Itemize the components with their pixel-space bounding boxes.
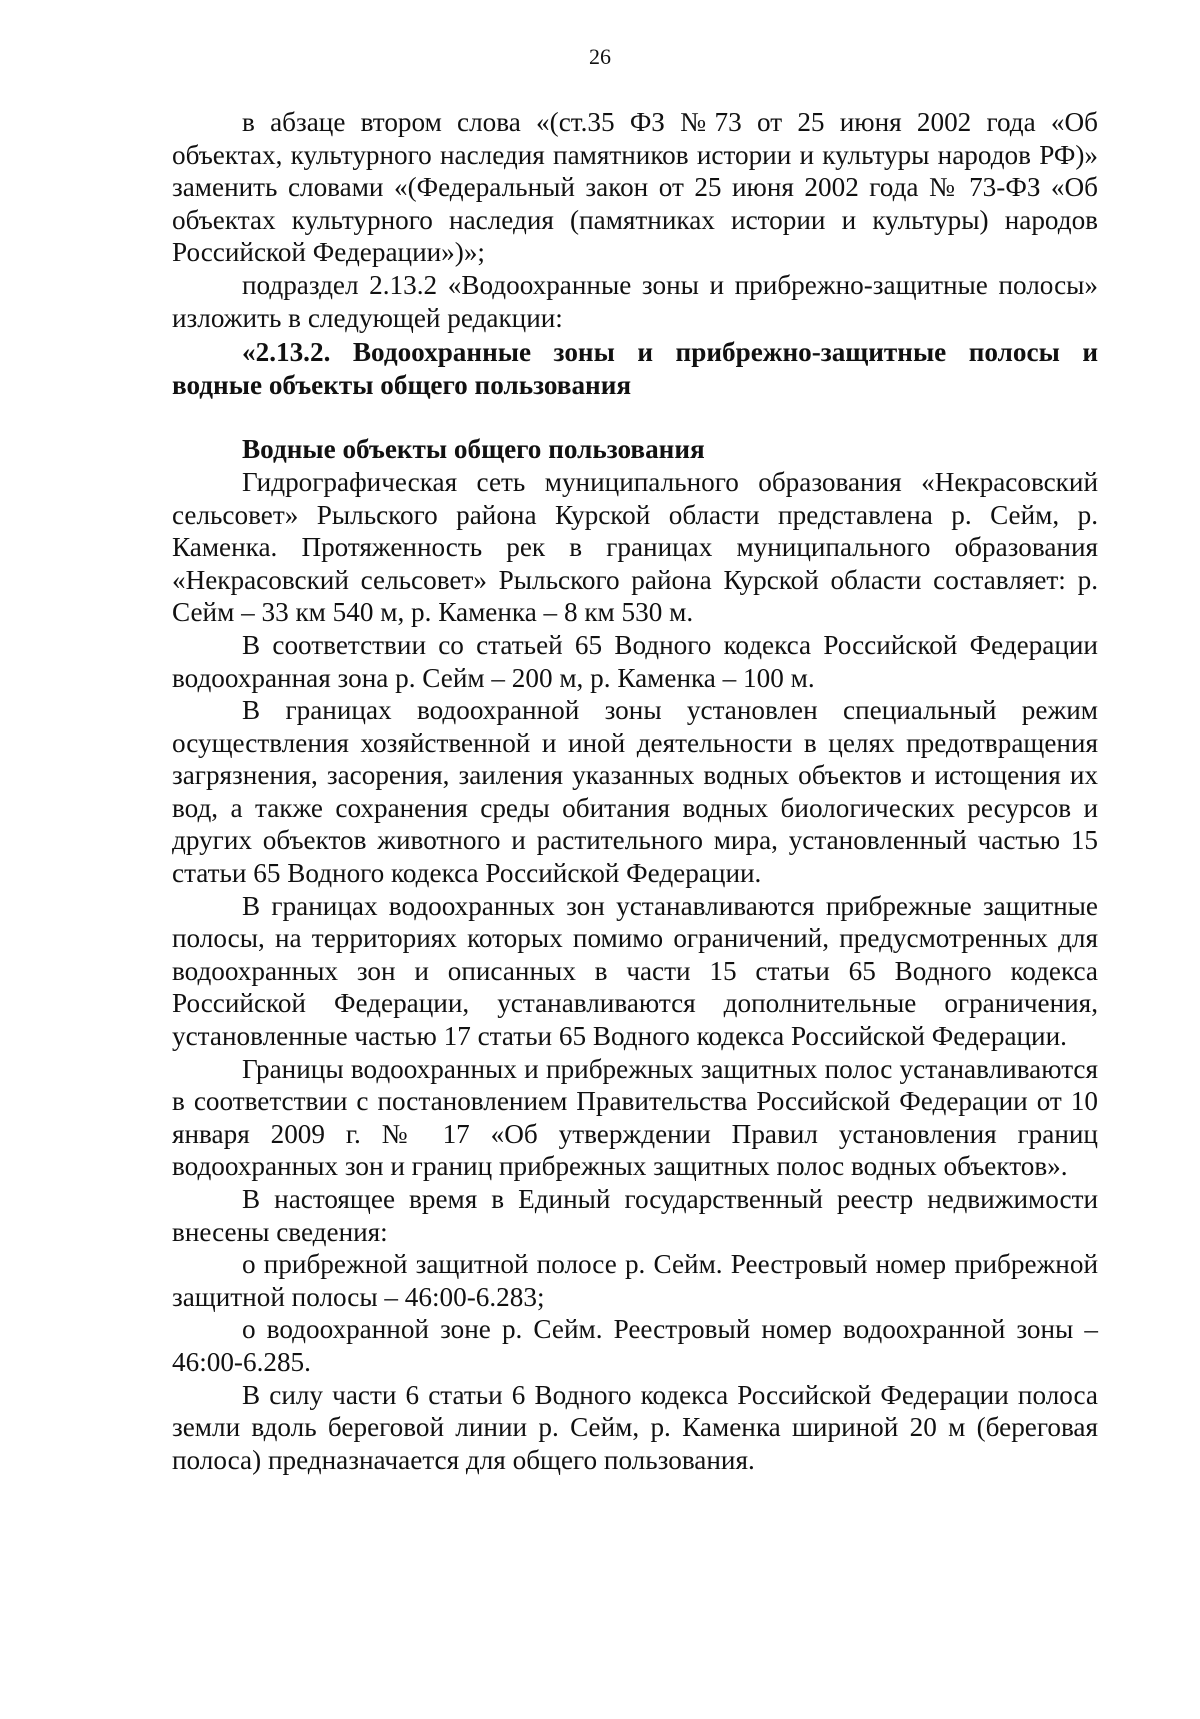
page-number: 26 — [589, 44, 611, 69]
paragraph-boundaries: Границы водоохранных и прибрежных защитных полос устанавливаются в соответствии с постановлением Правительства Российской Федерации от 10 января 2009 г. № 17 «Об утверждении Правил установления границ водоохранных зон и границ прибрежных защитных полос водных объектов». — [172, 1053, 1098, 1182]
subsection-heading: Водные объекты общего пользования — [242, 434, 705, 465]
paragraph-shoreline: В силу части 6 статьи 6 Водного кодекса Российской Федерации полоса земли вдоль береговой линии р. Сейм, р. Каменка шириной 20 м (береговая полоса) предназначается для общего пользования. — [172, 1379, 1098, 1475]
paragraph-water-protection-zone: В соответствии со статьей 65 Водного кодекса Российской Федерации водоохранная зона р. Сейм – 200 м, р. Каменка – 100 м. — [172, 629, 1098, 693]
paragraph-special-regime: В границах водоохранной зоны установлен специальный режим осуществления хозяйственной и иной деятельности в целях предотвращения загрязнения, засорения, заиления указанных водных объектов и истощения их вод, а также сохранения среды обитания водных биологических ресурсов и других объектов животного и растительного мира, установленный частью 15 статьи 65 Водного кодекса Российской Федерации. — [172, 695, 1098, 889]
paragraph-amendment-2: подраздел 2.13.2 «Водоохранные зоны и прибрежно-защитные полосы» изложить в следующей редакции: — [172, 269, 1098, 333]
section-gap — [172, 401, 1098, 433]
paragraph-hydrography: Гидрографическая сеть муниципального образования «Некрасовский сельсовет» Рыльского района Курской области представлена р. Сейм, р. Каменка. Протяженность рек в границах муниципального образования «Некрасовский сельсовет» Рыльского района Курской области составляет: р. Сейм – 33 км 540 м, р. Каменка – 8 км 530 м. — [172, 466, 1098, 628]
paragraph-registry: В настоящее время в Единый государственный реестр недвижимости внесены сведения: — [172, 1184, 1098, 1247]
paragraph-coastal-strips: В границах водоохранных зон устанавливаются прибрежные защитные полосы, на территориях которых помимо ограничений, предусмотренных для водоохранных зон и описанных в части 15 статьи 65 Водного кодекса Российской Федерации, устанавливаются дополнительные ограничения, установленные частью 17 статьи 65 Водного кодекса Российской Федерации. — [172, 890, 1098, 1052]
paragraph-registry-zone: о водоохранной зоне р. Сейм. Реестровый номер водоохранной зоны – 46:00-6.285. — [172, 1314, 1098, 1377]
section-heading: «2.13.2. Водоохранные зоны и прибрежно-защитные полосы и водные объекты общего пользования — [172, 337, 1098, 400]
paragraph-registry-strip: о прибрежной защитной полосе р. Сейм. Реестровый номер прибрежной защитной полосы – 46:00-6.283; — [172, 1249, 1098, 1312]
document-body — [172, 106, 1098, 1476]
paragraph-amendment-1: в абзаце втором слова «(ст.35 ФЗ №73 от 25 июня 2002 года «Об объектах, культурного наследия памятников истории и культуры народов РФ)» заменить словами «(Федеральный закон от 25 июня 2002 года № 73-ФЗ «Об объектах культурного наследия (памятниках истории и культуры) народов Российской Федерации»)»; — [172, 107, 1098, 268]
